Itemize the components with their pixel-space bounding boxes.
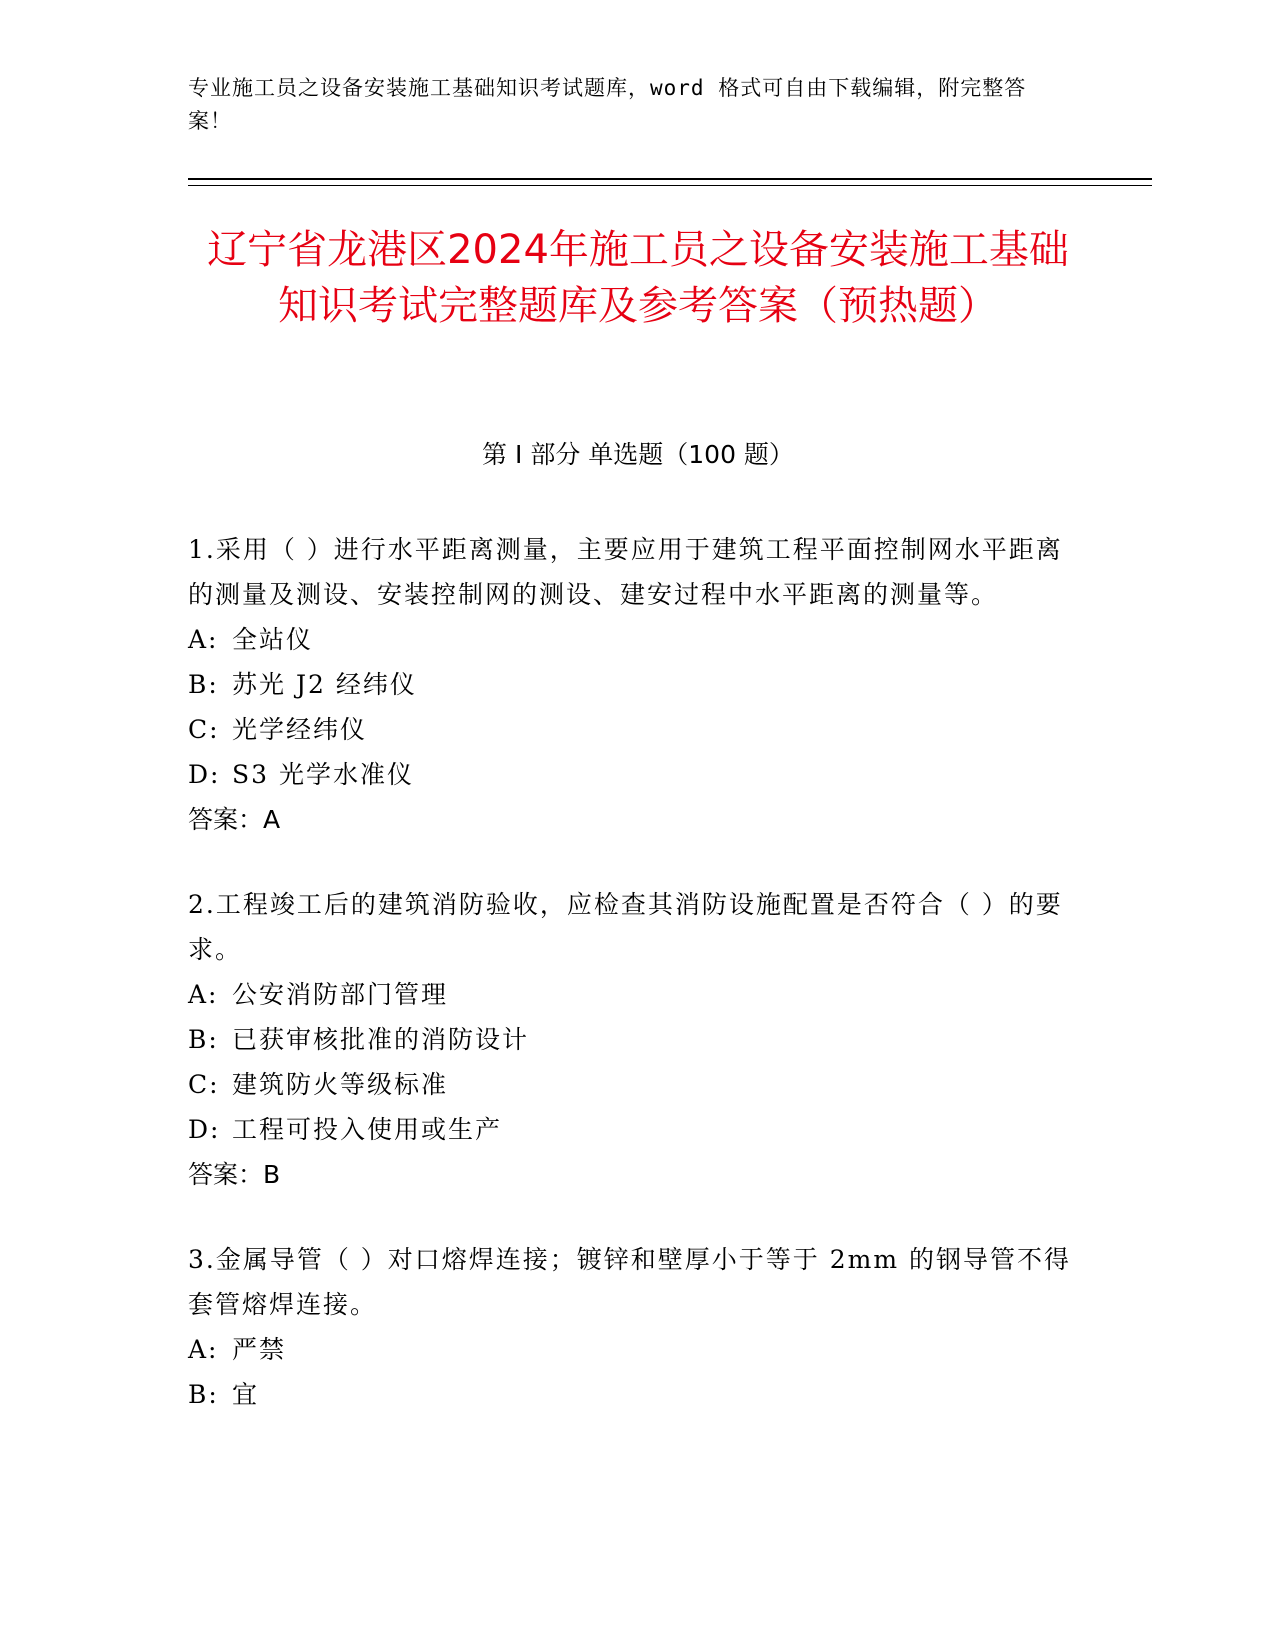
question-stem: 2.工程竣工后的建筑消防验收，应检查其消防设施配置是否符合（ ）的要求。 [188,890,1063,964]
option-key: D: [188,760,221,789]
option-key: B: [188,1025,219,1054]
option-text: 公安消防部门管理 [232,980,449,1009]
option-key: C: [188,1070,220,1099]
option-text: 宜 [232,1380,260,1409]
option-b [188,662,1088,707]
option-key: A: [188,625,219,654]
option-a [188,1327,1088,1372]
header-divider-thin [188,185,1152,186]
option-text: 苏光 J2 经纬仪 [232,670,417,699]
option-text: S3 光学水准仪 [232,760,414,789]
section-title: 第 I 部分 单选题（100 题） [482,440,794,469]
question-1 [188,527,1088,842]
option-c [188,707,1088,752]
answer-label: 答案：A [188,805,281,834]
option-text: 已获审核批准的消防设计 [232,1025,530,1054]
question-list [188,527,1088,1457]
option-key: A: [188,1335,219,1364]
option-c [188,1062,1088,1107]
option-key: D: [188,1115,221,1144]
option-d [188,1107,1088,1152]
question-stem: 3.金属导管（ ）对口熔焊连接；镀锌和壁厚小于等于 2mm 的钢导管不得套管熔焊连接。 [188,1245,1072,1319]
option-key: C: [188,715,220,744]
option-b [188,1372,1088,1417]
answer-label: 答案：B [188,1160,281,1189]
option-text: 建筑防火等级标准 [232,1070,449,1099]
option-key: B: [188,1380,219,1409]
option-key: B: [188,670,219,699]
question-stem: 1.采用（ ）进行水平距离测量，主要应用于建筑工程平面控制网水平距离的测量及测设、安装控制网的测设、建安过程中水平距离的测量等。 [188,535,1063,609]
document-title: 辽宁省龙港区2024年施工员之设备安装施工基础知识考试完整题库及参考答案（预热题） [207,227,1069,329]
option-a [188,972,1088,1017]
option-text: 光学经纬仪 [232,715,368,744]
option-text: 工程可投入使用或生产 [232,1115,503,1144]
option-text: 全站仪 [232,625,314,654]
option-b [188,1017,1088,1062]
option-a [188,617,1088,662]
question-3 [188,1237,1088,1417]
option-text: 严禁 [232,1335,287,1364]
header-divider-thick [188,178,1152,180]
question-2 [188,882,1088,1197]
option-d [188,752,1088,797]
header-note: 专业施工员之设备安装施工基础知识考试题库，word 格式可自由下载编辑，附完整答案！ [188,76,1027,133]
option-key: A: [188,980,219,1009]
